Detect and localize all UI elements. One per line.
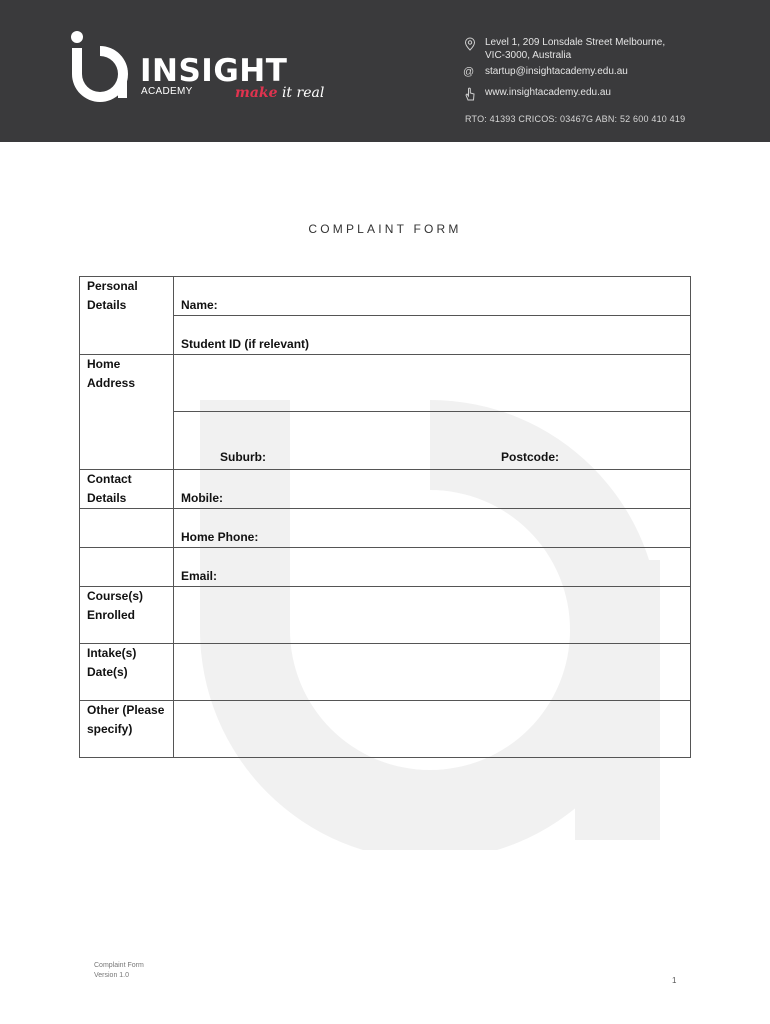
email-field[interactable] [174,548,691,587]
footer-version: Version 1.0 [94,972,130,979]
website-row [463,86,665,99]
other-specify-label: Other (Please specify) [80,701,174,758]
courses-enrolled-label: Course(s) Enrolled [80,587,174,644]
contact-spacer-cell [80,509,174,548]
courses-enrolled-field[interactable] [174,587,691,644]
other-specify-field[interactable] [174,701,691,758]
contact-block [463,36,665,99]
home-phone-field[interactable] [174,509,691,548]
mobile-field[interactable] [174,470,691,509]
contact-spacer-cell-2 [80,548,174,587]
hand-pointer-icon [463,87,477,101]
email-label: Email: [181,569,218,583]
personal-details-label: Personal Details [80,277,174,355]
contact-details-label: Contact Details [80,470,174,509]
brand-subtitle: ACADEMY [141,86,193,97]
page-footer [94,961,144,981]
at-sign-icon: @ [463,66,475,78]
page-number: 1 [672,976,677,985]
student-id-label: Student ID (if relevant) [181,337,310,351]
suburb-label: Suburb: [220,450,266,464]
location-pin-icon [463,37,477,51]
registration-info: RTO: 41393 CRICOS: 03467G ABN: 52 600 410 419 [465,114,686,124]
tagline-make: make [235,85,278,101]
suburb-postcode-row [174,412,690,469]
brand-name: INSIGHT [140,53,288,89]
home-address-field[interactable] [174,355,691,412]
form-title: COMPLAINT FORM [308,222,462,236]
intake-dates-field[interactable] [174,644,691,701]
name-label: Name: [181,298,218,312]
insight-logo-icon [68,30,132,102]
home-address-label: Home Address [80,355,174,470]
address-row [463,36,665,62]
postcode-label: Postcode: [501,450,560,464]
student-id-field[interactable] [174,316,691,355]
suburb-postcode-field[interactable] [174,412,691,470]
tagline-rest: it real [281,85,325,101]
address-line-1: Level 1, 209 Lonsdale Street Melbourne, [485,37,666,48]
letterhead-banner [0,0,770,142]
name-field[interactable] [174,277,691,316]
contact-email[interactable]: startup@insightacademy.edu.au [485,66,628,77]
home-phone-label: Home Phone: [181,530,259,544]
email-row [463,65,665,78]
mobile-label: Mobile: [181,491,223,505]
footer-doc-name: Complaint Form [94,962,144,969]
contact-website[interactable]: www.insightacademy.edu.au [485,87,611,98]
address-line-2: VIC-3000, Australia [485,50,572,61]
complaint-form-table [79,276,691,758]
brand-tagline [235,85,324,101]
intake-dates-label: Intake(s) Date(s) [80,644,174,701]
